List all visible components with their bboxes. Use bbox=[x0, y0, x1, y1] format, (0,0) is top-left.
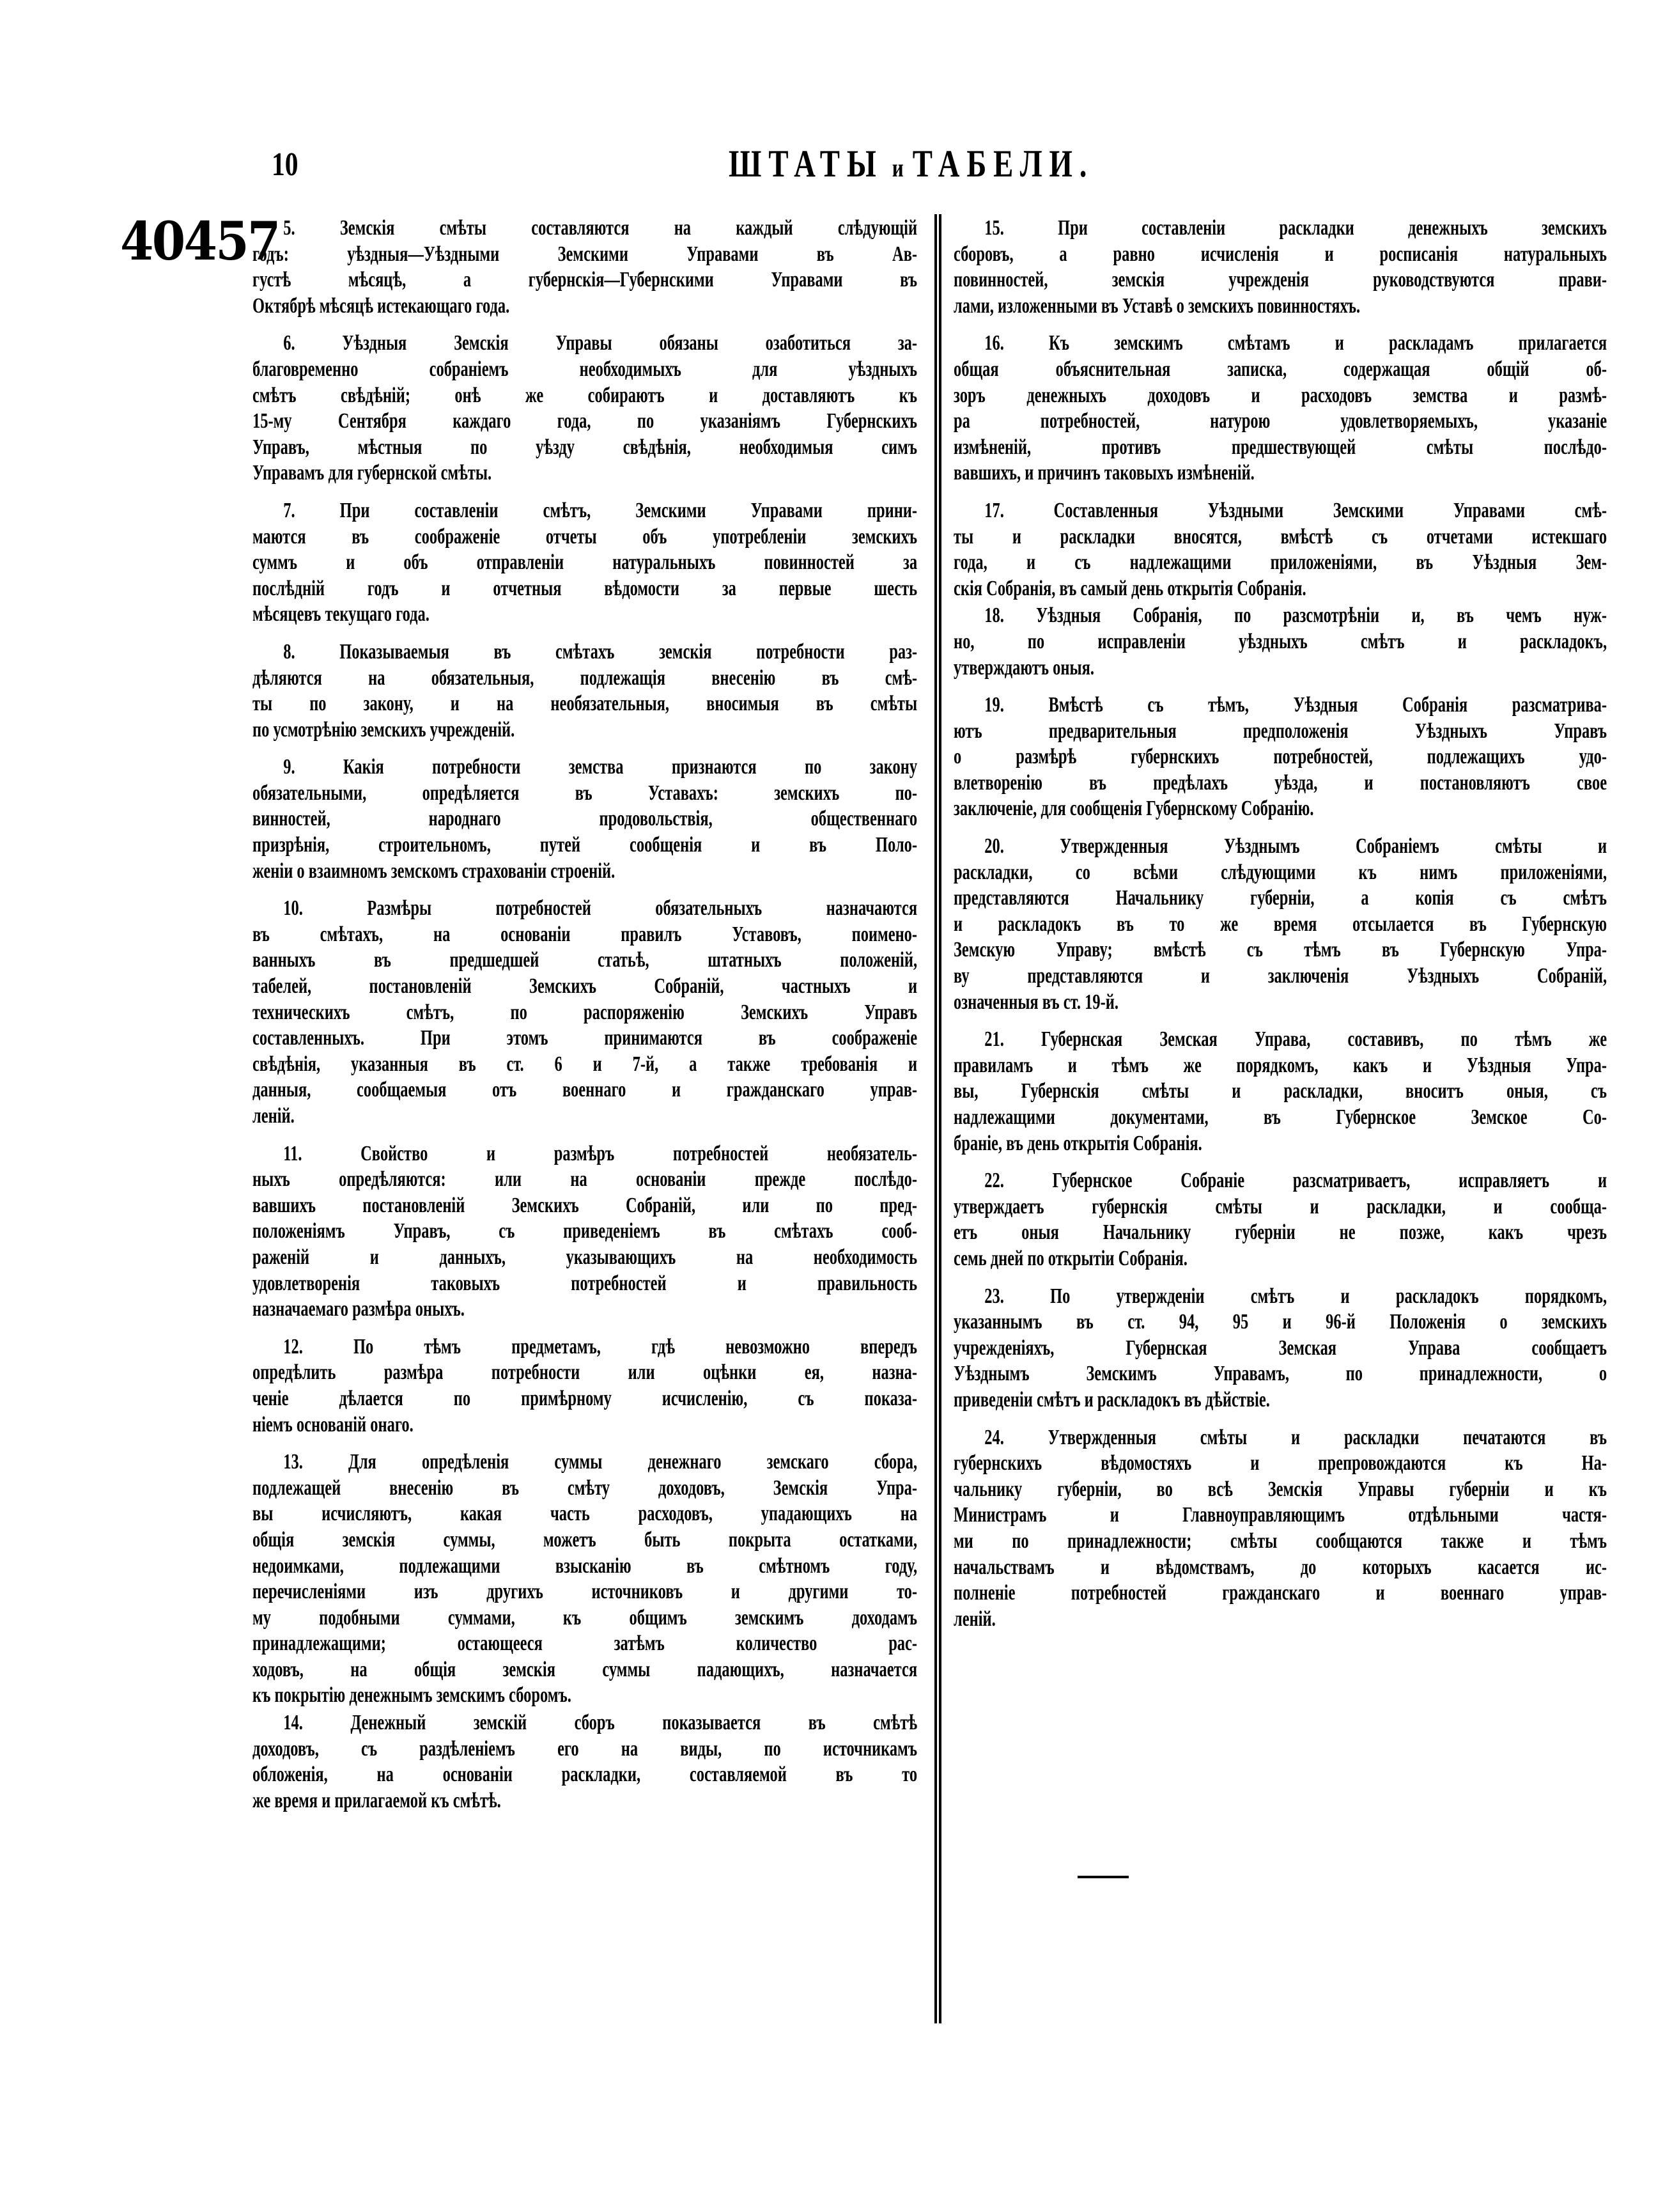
article-line: женіи о взаимномъ земскомъ страхованіи строеній. bbox=[252, 859, 615, 883]
running-title bbox=[729, 142, 1094, 186]
article-line: общія земскія суммы, можетъ быть покрыта остатками, bbox=[252, 1527, 918, 1552]
article-line: утверждаютъ оныя. bbox=[954, 655, 1094, 680]
article-line: о размѣрѣ губернскихъ потребностей, подлежащихъ удо- bbox=[954, 745, 1607, 769]
article-line: указаннымъ въ ст. 94, 95 и 96-й Положенія о земскихъ bbox=[954, 1310, 1607, 1334]
article-line: полненіе потребностей гражданскаго и военнаго управ- bbox=[954, 1581, 1607, 1605]
article-line: раженій и данныхъ, указывающихъ на необходимость bbox=[252, 1245, 918, 1269]
article-line: подлежащей внесенію въ смѣту доходовъ, Земскія Упра- bbox=[252, 1476, 918, 1500]
article-line: ву представляются и заключенія Уѣздныхъ Собраній, bbox=[954, 964, 1607, 988]
article-line: положеніямъ Управъ, съ приведеніемъ въ смѣтахъ сооб- bbox=[252, 1219, 918, 1243]
article-line: Управъ, мѣстныя по уѣзду свѣдѣнія, необходимыя симъ bbox=[252, 435, 918, 459]
article-line: му подобными суммами, къ общимъ земскимъ доходамъ bbox=[252, 1605, 918, 1630]
law-number: 40457 bbox=[120, 211, 279, 272]
article-line: скія Собранія, въ самый день открытія Собранія. bbox=[954, 576, 1306, 600]
article-6 bbox=[252, 331, 917, 487]
left-column bbox=[252, 215, 917, 1825]
article-line: приведеніи смѣтъ и раскладокъ въ дѣйствіе. bbox=[954, 1387, 1270, 1412]
article-line: зоръ денежныхъ доходовъ и расходовъ земства и размѣ- bbox=[954, 383, 1607, 407]
article-line: 18. Уѣздныя Собранія, по разсмотрѣніи и, въ чемъ нуж- bbox=[984, 604, 1607, 628]
article-15 bbox=[954, 215, 1607, 319]
article-line: семь дней по открытіи Собранія. bbox=[954, 1246, 1188, 1270]
column-divider bbox=[934, 214, 941, 2023]
page-number: 10 bbox=[272, 146, 298, 183]
article-line: же время и прилагаемой къ смѣтѣ. bbox=[252, 1788, 501, 1812]
article-line: 14. Денежный земскій сборъ показывается въ смѣтѣ bbox=[283, 1711, 918, 1735]
article-14 bbox=[252, 1710, 917, 1814]
running-title-conjunction: и bbox=[892, 153, 904, 182]
article-8 bbox=[252, 639, 917, 743]
article-line: ра потребностей, натурою удовлетворяемыхъ, указаніе bbox=[954, 409, 1607, 433]
article-line: и раскладокъ въ то же время отсылается въ Губернскую bbox=[954, 912, 1607, 936]
article-line: года, и съ надлежащими приложеніями, въ Уѣздныя Зем- bbox=[954, 550, 1607, 575]
article-16 bbox=[954, 331, 1607, 487]
article-line: обложенія, на основаніи раскладки, составляемой въ то bbox=[252, 1763, 918, 1787]
article-line: надлежащими документами, въ Губернское Земское Со- bbox=[954, 1105, 1607, 1129]
article-line: означенныя въ ст. 19-й. bbox=[954, 990, 1119, 1014]
end-rule bbox=[1078, 1876, 1129, 1878]
article-line: 17. Составленныя Уѣздными Земскими Управами смѣ- bbox=[984, 498, 1607, 522]
article-line: етъ оныя Начальнику губерніи не позже, какъ чрезъ bbox=[954, 1220, 1607, 1245]
article-line: составленныхъ. При этомъ принимаются въ соображеніе bbox=[252, 1026, 918, 1050]
article-line: ніемъ основаній онаго. bbox=[252, 1412, 414, 1437]
article-line: маются въ соображеніе отчеты объ употребленіи земскихъ bbox=[252, 524, 918, 549]
article-line: 10. Размѣры потребностей обязательныхъ назначаются bbox=[283, 896, 918, 921]
article-18 bbox=[954, 603, 1607, 681]
article-line: табелей, постановленій Земскихъ Собраній, частныхъ и bbox=[252, 974, 918, 999]
article-line: ютъ предварительныя предположенія Уѣздныхъ Управъ bbox=[954, 719, 1607, 743]
article-line: 12. По тѣмъ предметамъ, гдѣ невозможно впередъ bbox=[283, 1334, 918, 1359]
article-line: общая объяснительная записка, содержащая общій об- bbox=[954, 357, 1607, 381]
article-line: 7. При составленіи смѣтъ, Земскими Управами прини- bbox=[283, 498, 918, 522]
article-line: доходовъ, съ раздѣленіемъ его на виды, по источникамъ bbox=[252, 1736, 918, 1761]
article-line: смѣтъ свѣдѣній; онѣ же собираютъ и доставляютъ къ bbox=[252, 383, 918, 407]
article-line: ми по принадлежности; смѣты сообщаются также и тѣмъ bbox=[954, 1529, 1607, 1553]
article-line: ты и раскладки вносятся, вмѣстѣ съ отчетами истекшаго bbox=[954, 524, 1607, 549]
article-line: 15-му Сентября каждаго года, по указаніямъ Губернскихъ bbox=[252, 409, 918, 433]
article-line: мѣсяцевъ текущаго года. bbox=[252, 602, 430, 627]
article-line: но, по исправленіи уѣздныхъ смѣтъ и раскладокъ, bbox=[954, 629, 1607, 653]
article-line: представляются Начальнику губерніи, а копія съ смѣтъ bbox=[954, 886, 1607, 910]
article-line: лами, изложенными въ Уставѣ о земскихъ повинностяхъ. bbox=[954, 293, 1361, 318]
article-line: ванныхъ въ предшедшей статьѣ, штатныхъ положеній, bbox=[252, 948, 918, 972]
article-line: ходовъ, на общія земскія суммы падающихъ, назначается bbox=[252, 1657, 918, 1681]
article-23 bbox=[954, 1284, 1607, 1414]
article-line: дѣляются на обязательныя, подлежащія внесенію въ смѣ- bbox=[252, 666, 918, 690]
article-line: 8. Показываемыя въ смѣтахъ земскія потребности раз- bbox=[283, 639, 918, 664]
article-24 bbox=[954, 1425, 1607, 1633]
article-11 bbox=[252, 1141, 917, 1323]
article-line: удовлетворенія таковыхъ потребностей и правильность bbox=[252, 1271, 918, 1295]
article-19 bbox=[954, 692, 1607, 822]
article-line: принадлежащими; остающееся затѣмъ количество рас- bbox=[252, 1632, 918, 1656]
article-line: густѣ мѣсяцѣ, а губернскія—Губернскими Управами въ bbox=[252, 268, 918, 292]
article-line: 24. Утвержденныя смѣты и раскладки печатаются въ bbox=[984, 1425, 1607, 1449]
article-line: 6. Уѣздныя Земскія Управы обязаны озаботиться за- bbox=[283, 331, 918, 355]
article-line: техническихъ смѣтъ, по распоряженію Земскихъ Управъ bbox=[252, 1000, 918, 1024]
article-line: по усмотрѣнію земскихъ учрежденій. bbox=[252, 717, 515, 742]
article-12 bbox=[252, 1334, 917, 1438]
article-line: Министрамъ и Главноуправляющимъ отдѣльными частя- bbox=[954, 1503, 1607, 1527]
article-line: повинностей, земскія учрежденія руководствуются прави- bbox=[954, 268, 1607, 292]
article-line: Уѣзднымъ Земскимъ Управамъ, по принадлежности, о bbox=[954, 1362, 1607, 1386]
article-line: 5. Земскія смѣты составляются на каждый слѣдующій bbox=[283, 216, 918, 240]
article-line: 11. Свойство и размѣръ потребностей необязатель- bbox=[283, 1141, 918, 1165]
article-line: назначаемаго размѣра оныхъ. bbox=[252, 1297, 465, 1321]
article-line: благовременно собраніемъ необходимыхъ для уѣздныхъ bbox=[252, 357, 918, 381]
article-10 bbox=[252, 896, 917, 1129]
article-line: Земскую Управу; вмѣстѣ съ тѣмъ въ Губернскую Упра- bbox=[954, 938, 1607, 962]
running-title-part2: ТАБЕЛИ. bbox=[912, 143, 1094, 185]
article-line: 21. Губернская Земская Управа, составивъ, по тѣмъ же bbox=[984, 1027, 1607, 1052]
article-line: послѣдній годъ и отчетныя вѣдомости за первые шесть bbox=[252, 576, 918, 600]
article-line: перечисленіями изъ другихъ источниковъ и другими то- bbox=[252, 1580, 918, 1604]
article-line: сборовъ, а равно исчисленія и росписанія натуральныхъ bbox=[954, 242, 1607, 266]
article-line: 23. По утвержденіи смѣтъ и раскладокъ порядкомъ, bbox=[984, 1284, 1607, 1308]
article-line: заключеніе, для сообщенія Губернскому Собранію. bbox=[954, 797, 1314, 821]
article-line: данныя, сообщаемыя отъ военнаго и гражданскаго управ- bbox=[252, 1078, 918, 1102]
article-22 bbox=[954, 1168, 1607, 1272]
article-line: вы исчисляютъ, какая часть расходовъ, упадающихъ на bbox=[252, 1502, 918, 1526]
article-line: суммъ и объ отправленіи натуральныхъ повинностей за bbox=[252, 550, 918, 575]
article-line: 20. Утвержденныя Уѣзднымъ Собраніемъ смѣты и bbox=[984, 834, 1607, 859]
article-line: браніе, въ день открытія Собранія. bbox=[954, 1131, 1202, 1155]
article-line: свѣдѣнія, указанныя въ ст. 6 и 7-й, а также требованія и bbox=[252, 1052, 918, 1076]
article-13 bbox=[252, 1449, 917, 1709]
article-line: ченіе дѣлается по примѣрному исчисленію, съ показа- bbox=[252, 1386, 918, 1410]
article-line: вавшихъ постановленій Земскихъ Собраній, или по пред- bbox=[252, 1193, 918, 1217]
article-line: ныхъ опредѣляются: или на основаніи прежде послѣдо- bbox=[252, 1167, 918, 1192]
article-line: Управамъ для губернской смѣты. bbox=[252, 461, 492, 485]
article-line: вавшихъ, и причинъ таковыхъ измѣненій. bbox=[954, 461, 1255, 485]
article-line: призрѣнія, строительномъ, путей сообщенія и въ Поло- bbox=[252, 833, 918, 857]
article-line: недоимками, подлежащими взысканію въ смѣтномъ году, bbox=[252, 1554, 918, 1578]
article-line: 15. При составленіи раскладки денежныхъ земскихъ bbox=[984, 216, 1607, 240]
article-line: вы, Губернскія смѣты и раскладки, вноситъ оныя, съ bbox=[954, 1079, 1607, 1103]
article-line: правиламъ и тѣмъ же порядкомъ, какъ и Уѣздныя Упра- bbox=[954, 1053, 1607, 1077]
right-column bbox=[954, 215, 1607, 1644]
article-line: Октябрѣ мѣсяцѣ истекающаго года. bbox=[252, 293, 510, 318]
article-line: годъ: уѣздныя—Уѣздными Земскими Управами въ Ав- bbox=[252, 242, 918, 266]
article-line: 13. Для опредѣленія суммы денежнаго земскаго сбора, bbox=[283, 1450, 918, 1474]
article-20 bbox=[954, 834, 1607, 1015]
article-line: 22. Губернское Собраніе разсматриваетъ, исправляетъ и bbox=[984, 1169, 1607, 1193]
article-line: раскладки, со всѣми слѣдующими къ нимъ приложеніями, bbox=[954, 860, 1607, 884]
article-line: начальствамъ и вѣдомствамъ, до которыхъ касается ис- bbox=[954, 1555, 1607, 1579]
article-line: измѣненій, противъ предшествующей смѣты послѣдо- bbox=[954, 435, 1607, 459]
article-9 bbox=[252, 754, 917, 884]
article-line: въ смѣтахъ, на основаніи правилъ Уставовъ, поимено- bbox=[252, 922, 918, 946]
article-line: 19. Вмѣстѣ съ тѣмъ, Уѣздныя Собранія разсматрива- bbox=[984, 693, 1607, 717]
article-line: утверждаетъ губернскія смѣты и раскладки, и сообща- bbox=[954, 1194, 1607, 1219]
article-line: леній. bbox=[954, 1607, 996, 1631]
article-line: обязательными, опредѣляется въ Уставахъ: земскихъ по- bbox=[252, 781, 918, 805]
article-17 bbox=[954, 498, 1607, 602]
article-line: леній. bbox=[252, 1104, 295, 1128]
article-line: влетворенію въ предѣлахъ уѣзда, и постановляютъ свое bbox=[954, 770, 1607, 795]
article-line: къ покрытію денежнымъ земскимъ сборомъ. bbox=[252, 1683, 571, 1708]
article-line: губернскихъ вѣдомостяхъ и препровождаются къ На- bbox=[954, 1451, 1607, 1476]
article-line: винностей, народнаго продовольствія, общественнаго bbox=[252, 807, 918, 831]
article-5 bbox=[252, 215, 917, 319]
article-21 bbox=[954, 1027, 1607, 1157]
article-line: ты по закону, и на необязательныя, вносимыя въ смѣты bbox=[252, 692, 918, 716]
article-line: 16. Къ земскимъ смѣтамъ и раскладамъ прилагается bbox=[984, 331, 1607, 355]
running-title-part1: ШТАТЫ bbox=[729, 143, 883, 185]
article-7 bbox=[252, 498, 917, 628]
article-line: 9. Какія потребности земства признаются по закону bbox=[283, 755, 918, 779]
article-line: опредѣлить размѣра потребности или оцѣнки ея, назна- bbox=[252, 1360, 918, 1385]
article-line: учрежденіяхъ, Губернская Земская Управа сообщаетъ bbox=[954, 1336, 1607, 1360]
article-line: чальнику губерніи, во всѣ Земскія Управы губерніи и къ bbox=[954, 1477, 1607, 1501]
